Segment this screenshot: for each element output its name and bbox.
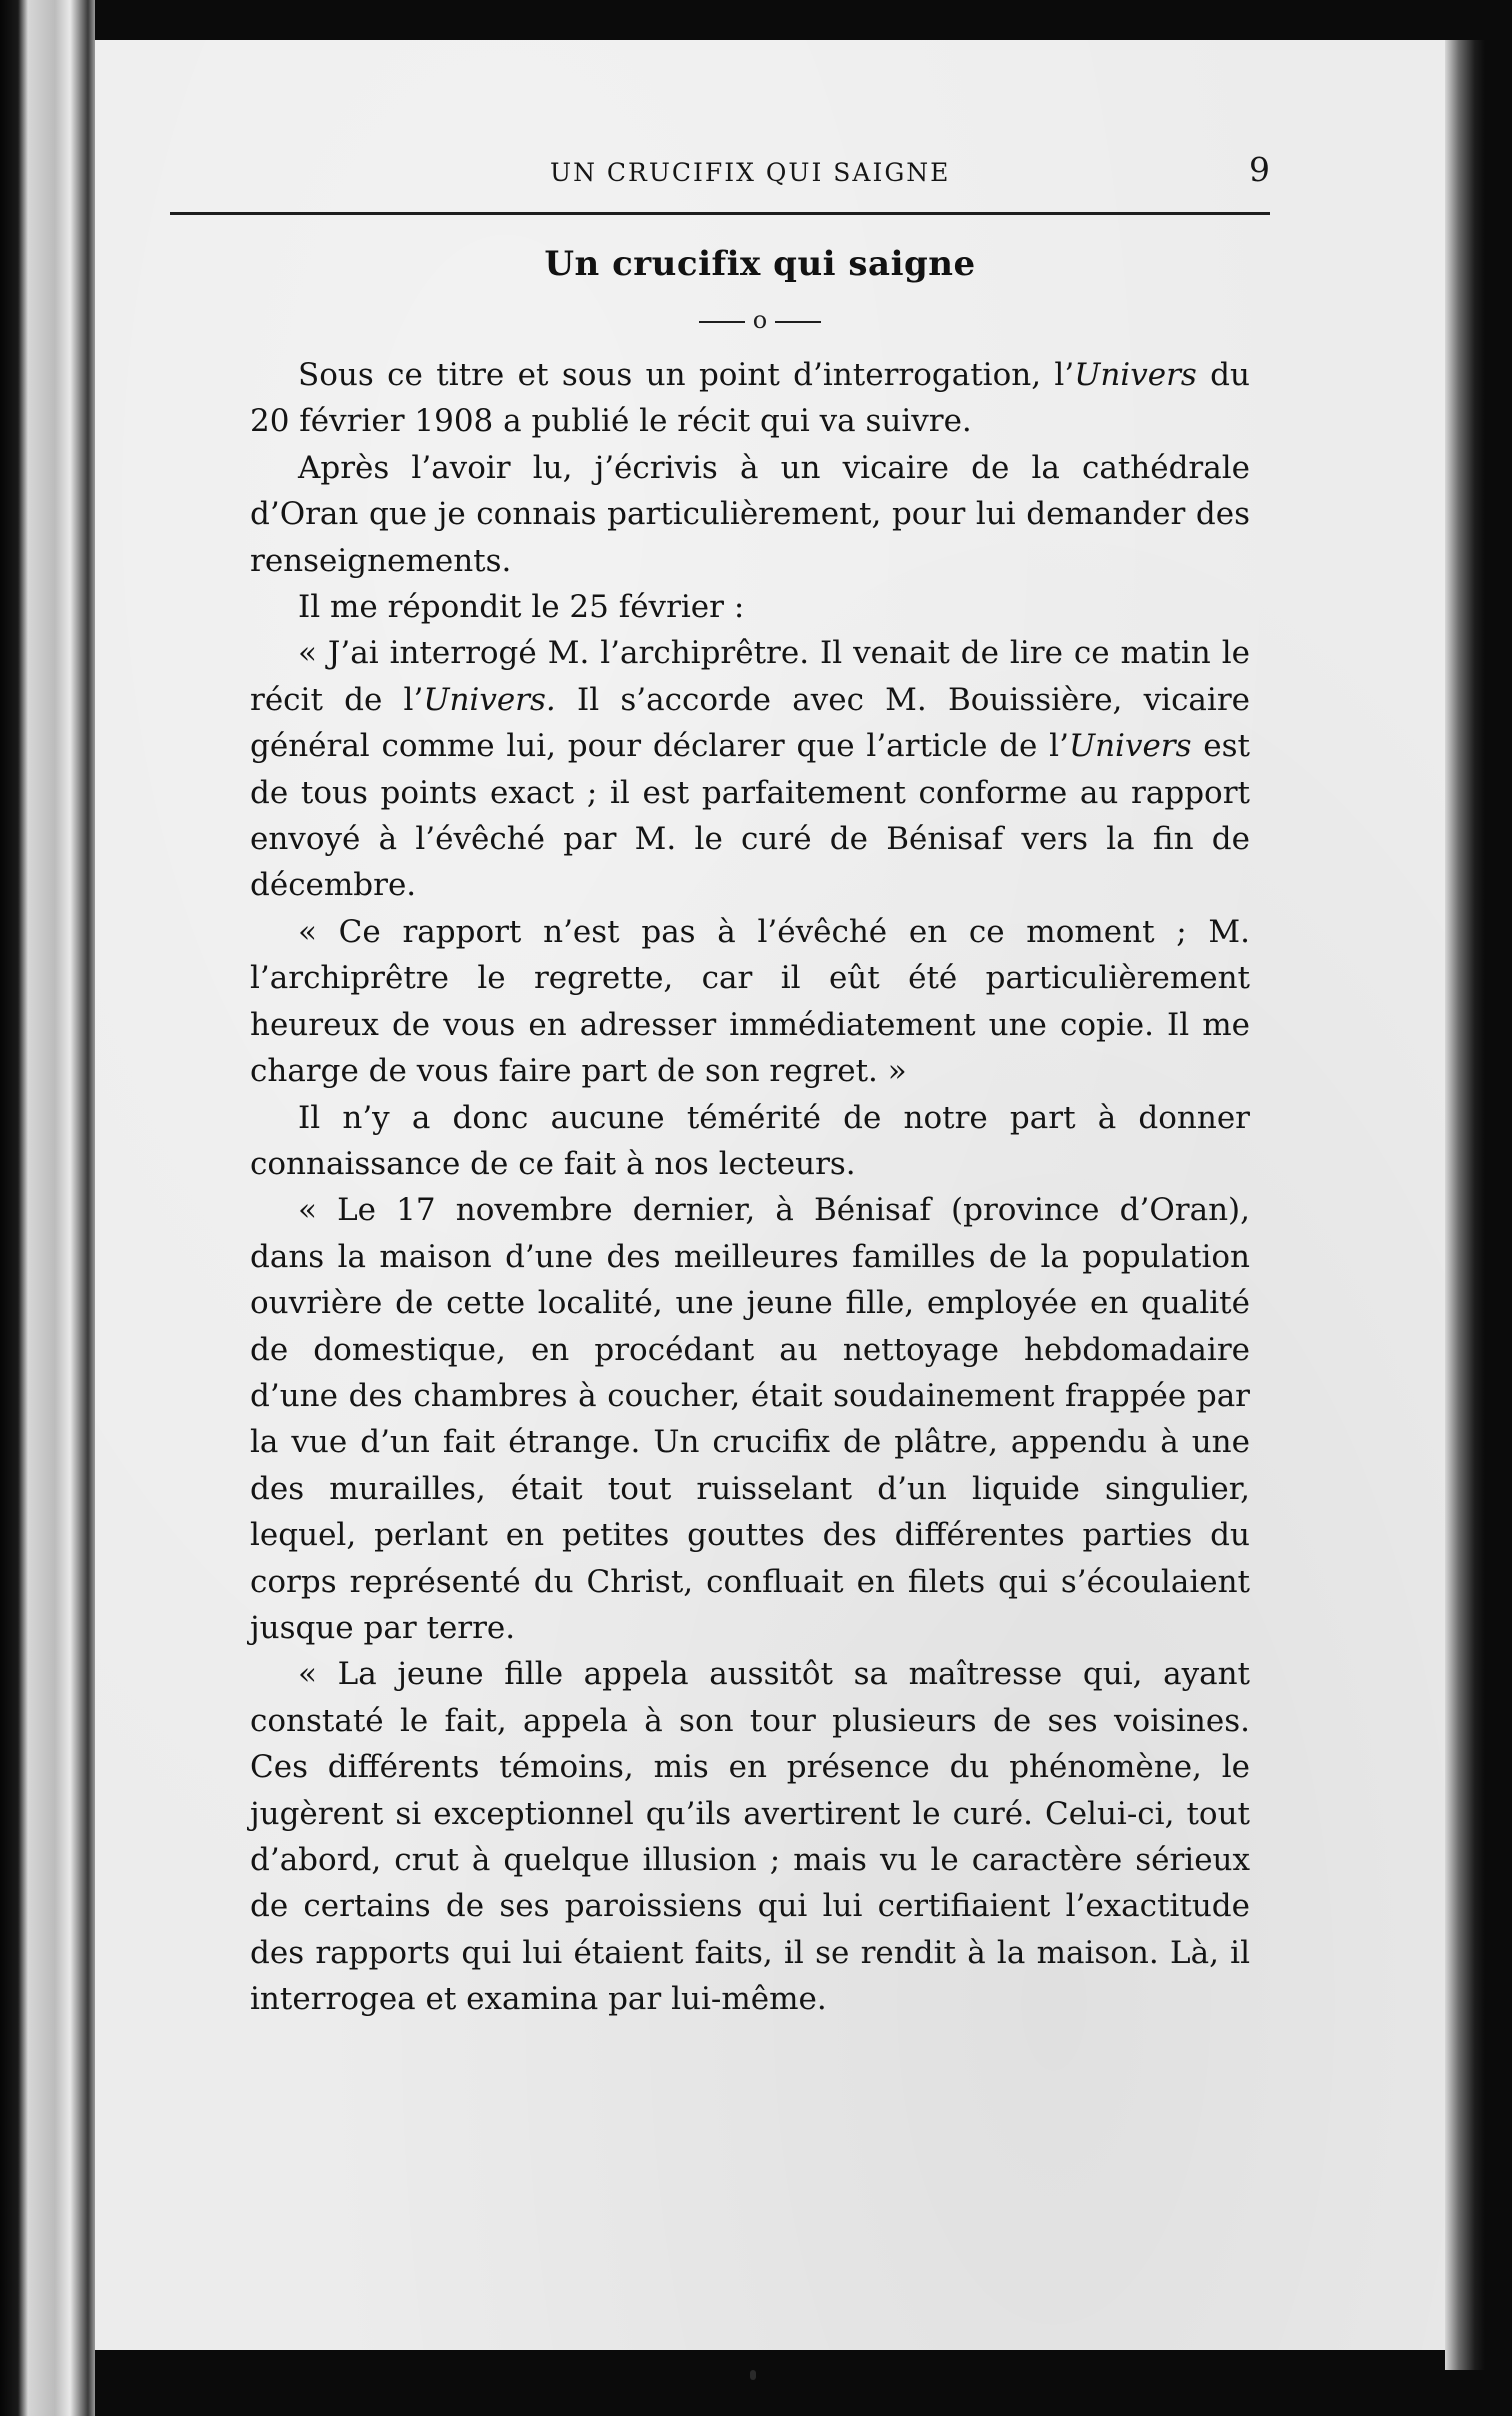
ornament-dash-left	[699, 321, 745, 323]
journal-title: Univers	[1068, 728, 1192, 765]
paragraph-4	[250, 630, 1250, 908]
ornament-dash-right	[775, 321, 821, 323]
page-number: 9	[1249, 150, 1270, 189]
header-rule	[170, 212, 1270, 215]
paragraph-2: Après l’avoir lu, j’écrivis à un vicaire de la cathédrale d’Oran que je connais particulièrement, pour lui demander des renseignements.	[250, 449, 1250, 579]
binding-edge	[0, 0, 95, 2416]
journal-title: Univers.	[423, 681, 556, 718]
paragraph-4-text-end: est de tous points exact ; il est parfaitement conforme au rapport envoyé à l’évêché par M. le curé de Bénisaf vers la fin de décembre.	[250, 728, 1250, 904]
paragraph-5: « Ce rapport n’est pas à l’évêché en ce moment ; M. l’archiprêtre le regrette, car il eût été particulièrement heureux de vous en adresser immédiatement une copie. Il me charge de vous faire part de son regret. »	[250, 913, 1250, 1090]
scan-speck	[750, 2370, 756, 2380]
page-edge-shadow	[1445, 40, 1485, 2370]
paragraph-1-text: Sous ce titre et sous un point d’interrogation, l’	[298, 357, 1075, 393]
running-title: UN CRUCIFIX QUI SAIGNE	[550, 158, 951, 187]
chapter-title: Un crucifix qui saigne	[544, 244, 976, 284]
running-header	[170, 150, 1270, 196]
paragraph-4-text-mid: Il s’accorde avec M. Bouissière, vicaire général comme lui, pour déclarer que l’article de l’	[250, 681, 1250, 765]
ornament-circle: o	[752, 306, 768, 334]
paragraph-4-text: « J’ai interrogé M. l’archiprêtre. Il venait de lire ce matin le récit de l’	[250, 635, 1250, 718]
paragraph-8: « La jeune fille appela aussitôt sa maîtresse qui, ayant constaté le fait, appela à son tour plusieurs de ses voisines. Ces différents témoins, mis en présence du phénomène, le jugèrent si exceptionnel qu’ils avertirent le curé. Celui-ci, tout d’abord, crut à quelque illusion ; mais vu le caractère sérieux de certains de ses paroissiens qui lui certifiaient l’exactitude des rapports qui lui étaient faits, il se rendit à la maison. Là, il interrogea et examina par lui-même.	[250, 1656, 1250, 2018]
paragraph-1-text-end: du 20 février 1908 a publié le récit qui va suivre.	[250, 357, 1250, 440]
paragraph-3: Il me répondit le 25 février :	[298, 589, 745, 626]
title-ornament	[170, 306, 1350, 334]
paragraph-7: « Le 17 novembre dernier, à Bénisaf (province d’Oran), dans la maison d’une des meilleures familles de la population ouvrière de cette localité, une jeune fille, employée en qualité de domestique, en procédant au nettoyage hebdomadaire d’une des chambres à coucher, était soudainement frappée par la vue d’un fait étrange. Un crucifix de plâtre, appendu à une des murailles, était tout ruisselant d’un liquide singulier, lequel, perlant en petites gouttes des différentes parties du corps représenté du Christ, confluait en filets qui s’écoulaient jusque par terre.	[250, 1192, 1250, 1646]
paragraph-6: Il n’y a donc aucune témérité de notre part à donner connaissance de ce fait à nos lecteurs.	[250, 1099, 1250, 1182]
journal-title: Univers	[1074, 357, 1197, 393]
paragraph-1	[250, 352, 1250, 445]
body-text	[250, 352, 1250, 2023]
